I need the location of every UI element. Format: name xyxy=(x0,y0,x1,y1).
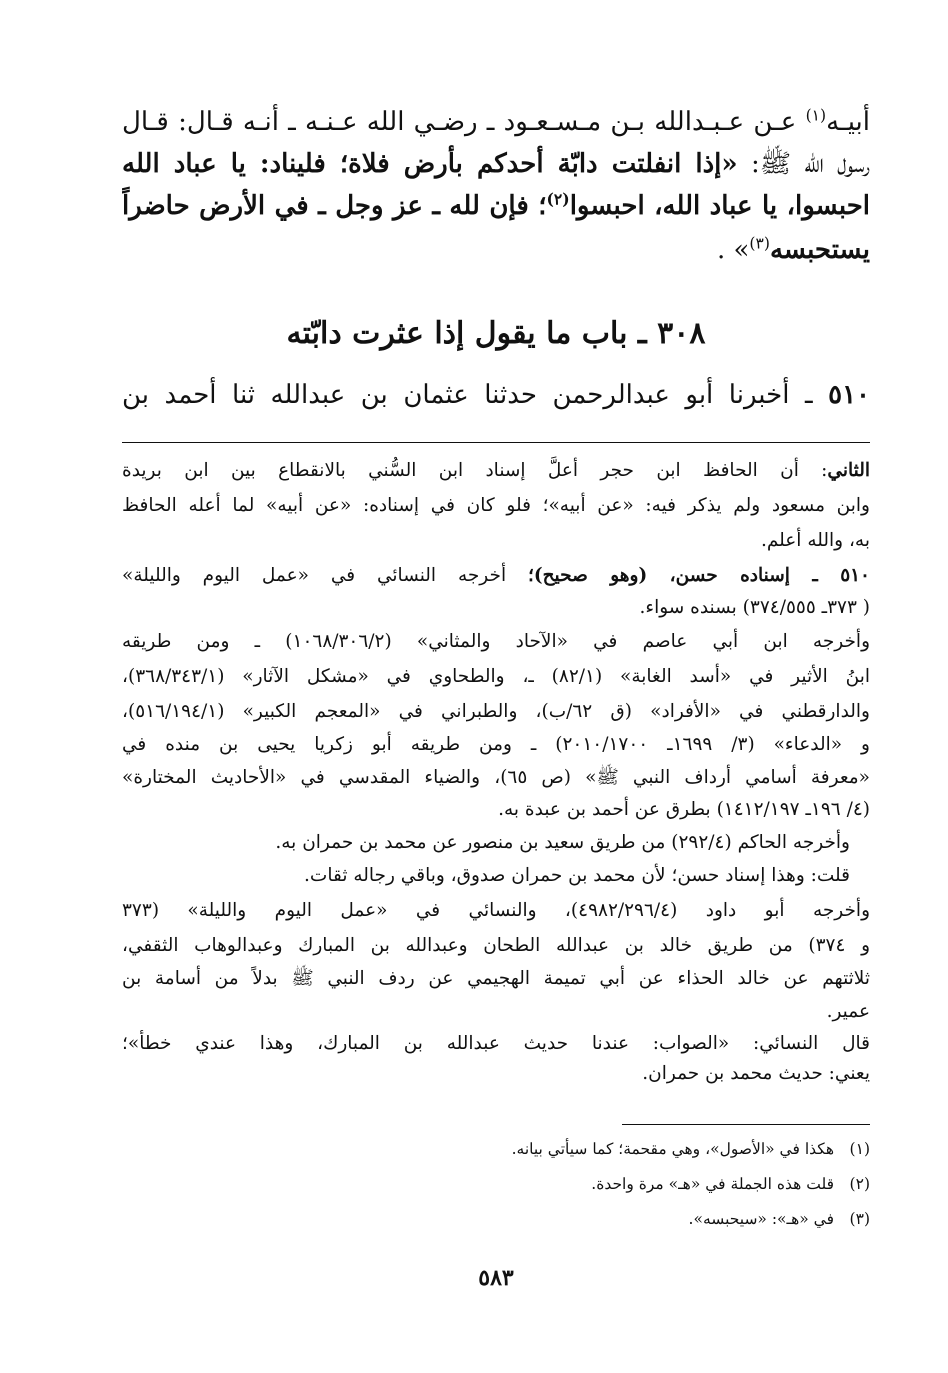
main-text-line-3: احبسوا، يا عباد الله، احبسوا$^{(٢)}$؛ فإن لله ـ عز وجل ـ في الأرض حاضراً xyxy=(122,189,870,221)
commentary-line: ٥١٠ ـ إسناده حسن، (وهو صحيح)؛ أخرجه النسائي في «عمل اليوم والليلة» xyxy=(122,565,870,586)
commentary-line: ثلاثتهم عن خالد الحذاء عن أبي تميمة الهجيمي عن ردف النبي ﷺ بدلاً من أسامة بن xyxy=(122,968,870,989)
commentary-line: و «الدعاء» (٣/ ١٦٩٩ـ ٢٠١٠/١٧٠٠) ـ ومن طريقه أبو زكريا يحيى بن منده في xyxy=(122,734,870,755)
commentary-line: ابنُ الأثير في «أسد الغابة» (٨٢/١) ـ، والطحاوي في «مشكل الآثار» (٣٦٨/٣٤٣/١)، xyxy=(122,666,870,687)
hadith-number: ٥١٠ xyxy=(828,380,870,410)
commentary-line: عمير. xyxy=(826,1001,870,1022)
hadith-line: ٥١٠ ـ أخبرنا أبو عبدالرحمن حدثنا عثمان بن عبدالله ثنا أحمد بن xyxy=(122,380,870,410)
section-heading: ٣٠٨ ـ باب ما يقول إذا عثرت دابّته xyxy=(286,316,706,351)
footnote-1: (١)هكذا في «الأصول»، وهي مقحمة؛ كما سيأتي بيانه. xyxy=(511,1140,870,1158)
commentary-line: ( ٣٧٣ـ ٣٧٤/٥٥٥) بسنده سواء. xyxy=(639,597,870,618)
commentary-line: وابن مسعود ولم يذكر فيه: «عن أبيه»؛ فلو كان في إسناده: «عن أبيه» لما أعله الحافظ xyxy=(122,495,870,516)
commentary-line: يعني: حديث محمد بن حمران. xyxy=(642,1063,870,1084)
commentary-line: وأخرجه الحاكم (٢٩٢/٤) من طريق سعيد بن منصور عن محمد بن حمران به. xyxy=(275,832,850,853)
footnote-rule xyxy=(622,1124,870,1125)
main-text-line-1: أبيـه$^{(١)}$ عـن عـبـدالله بـن مـسـعـود ـ رضـي الله عـنـه ـ أنـه قـال: قـال xyxy=(122,106,870,137)
separator-rule xyxy=(122,442,870,443)
footnote-ref-3: (٣) xyxy=(749,234,770,253)
commentary-line: وأخرجه أبو داود (٤٩٨٢/٢٩٦/٤)، والنسائي في «عمل اليوم والليلة» (٣٧٣ xyxy=(122,900,870,921)
book-page xyxy=(122,0,870,1373)
footnote-ref-1: (١) xyxy=(805,106,827,125)
footnote-2: (٢)قلت هذه الجملة في «هـ» مرة واحدة. xyxy=(591,1175,870,1193)
commentary-line: قلت: وهذا إسناد حسن؛ لأن محمد بن حمران صدوق، وباقي رجاله ثقات. xyxy=(304,865,850,886)
page-number: ٥٨٣ xyxy=(478,1265,514,1291)
commentary-line: والدارقطني في «الأفراد» (ق ٦٢/ب)، والطبراني في «المعجم الكبير» (٥١٦/١٩٤/١)، xyxy=(122,701,870,722)
footnote-3: (٣)في «هـ»: «سيحبسه». xyxy=(688,1210,870,1228)
commentary-line: الثاني: أن الحافظ ابن حجر أعلَّ إسناد ابن السُّني بالانقطاع بين ابن بريدة xyxy=(122,460,870,481)
commentary-line: «معرفة أسامي أرداف النبي ﷺ» (ص ٦٥)، والضياء المقدسي في «الأحاديث المختارة» xyxy=(122,767,870,788)
commentary-line: و ٣٧٤) من طريق خالد بن عبدالله الطحان وعبدالله بن المبارك وعبدالوهاب الثقفي، xyxy=(122,935,870,956)
commentary-line: (٤/ ١٩٦ـ ١٤١٢/١٩٧) بطرق عن أحمد بن عبدة به. xyxy=(498,799,870,820)
footnote-ref-2: (٢) xyxy=(546,189,570,209)
main-text-line-2: رسول الله ﷺ: «إذا انفلتت دابّة أحدكم بأرض فلاة؛ فليناد: يا عباد الله xyxy=(122,149,870,179)
commentary-line: قال النسائي: «الصواب: عندنا حديث عبدالله بن المبارك، وهذا عندي خطأ»؛ xyxy=(122,1033,870,1054)
commentary-line: به، والله أعلم. xyxy=(760,530,870,551)
main-text-line-4: يستحبسه$^{(٣)}$» . xyxy=(716,234,870,265)
commentary-line: وأخرجه ابن أبي عاصم في «الآحاد والمثاني» (١٠٦٨/٣٠٦/٢) ـ ومن طريقه xyxy=(122,631,870,652)
